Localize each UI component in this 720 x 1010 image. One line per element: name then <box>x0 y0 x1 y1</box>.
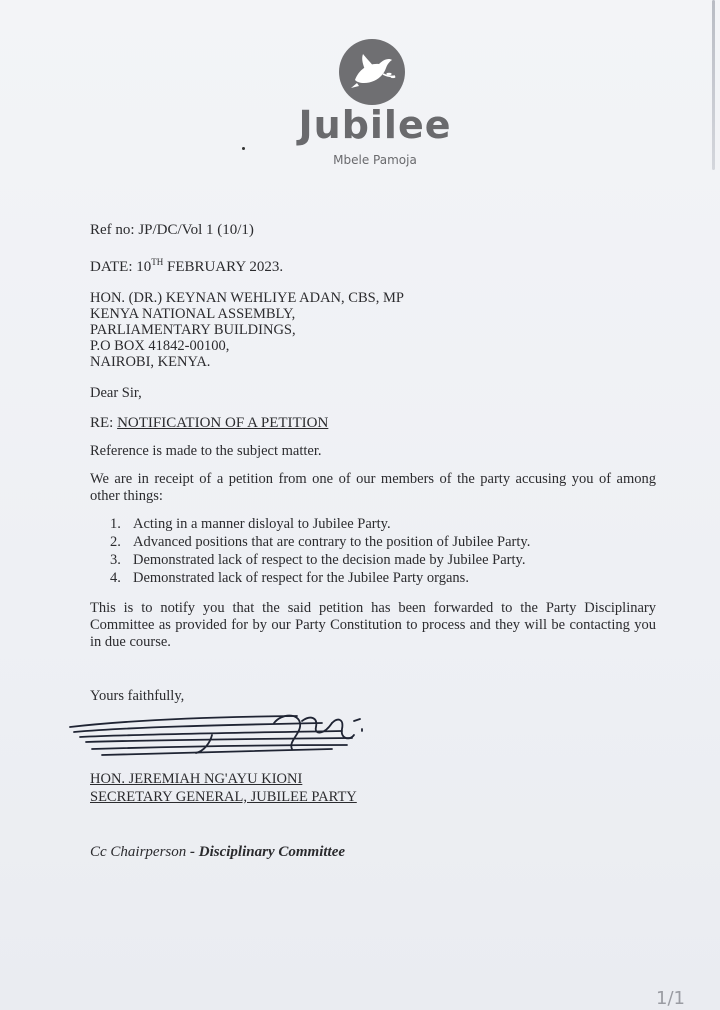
dove-icon <box>339 39 405 105</box>
list-number: 2. <box>110 534 121 550</box>
signatory-title: SECRETARY GENERAL, JUBILEE PARTY <box>90 789 357 805</box>
cc-target: Disciplinary Committee <box>198 844 346 860</box>
address-line: PARLIAMENTARY BUILDINGS, <box>90 322 296 338</box>
ink-dot <box>242 147 245 150</box>
subject-label: RE: <box>90 415 114 431</box>
list-number: 3. <box>110 552 121 568</box>
salutation: Dear Sir, <box>90 385 142 401</box>
list-text: Advanced positions that are contrary to the position of Jubilee Party. <box>133 534 531 550</box>
address-line: KENYA NATIONAL ASSEMBLY, <box>90 306 296 322</box>
accusation-list <box>110 515 530 587</box>
list-text: Demonstrated lack of respect to the decision made by Jubilee Party. <box>133 552 526 568</box>
reference-statement: Reference is made to the subject matter. <box>90 443 322 459</box>
list-text: Acting in a manner disloyal to Jubilee Party. <box>133 516 391 532</box>
signatory-name: HON. JEREMIAH NG'AYU KIONI <box>90 771 303 787</box>
notice-paragraph: This is to notify you that the said petition has been forwarded to the Party Disciplinary Committee as provided for by our Party Constitution to process and they will be contacting you in due course. <box>90 600 656 650</box>
signatory-block <box>90 770 357 806</box>
recipient-address <box>90 290 404 370</box>
list-item <box>110 551 530 569</box>
subject-title: NOTIFICATION OF A PETITION <box>117 415 329 431</box>
address-line: HON. (DR.) KEYNAN WEHLIYE ADAN, CBS, MP <box>90 290 404 306</box>
list-item <box>110 533 530 551</box>
date-superscript: TH <box>151 257 164 267</box>
list-item <box>110 569 530 587</box>
subject-line <box>90 415 328 432</box>
handwritten-signature <box>62 705 372 765</box>
jubilee-logo <box>339 39 405 105</box>
cc-separator: - <box>186 844 199 860</box>
list-text: Demonstrated lack of respect for the Jubilee Party organs. <box>133 570 469 586</box>
brand-tagline: Mbele Pamoja <box>333 153 417 167</box>
brand-name: Jubilee <box>298 103 452 147</box>
address-line: NAIROBI, KENYA. <box>90 354 211 370</box>
address-line: P.O BOX 41842-00100, <box>90 338 230 354</box>
page-indicator: 1/1 <box>656 988 685 1009</box>
carbon-copy-line <box>90 844 345 861</box>
list-number: 4. <box>110 570 121 586</box>
page-edge-divider <box>712 0 715 170</box>
intro-paragraph: We are in receipt of a petition from one of our members of the party accusing you of among other things: <box>90 471 656 504</box>
list-number: 1. <box>110 516 121 532</box>
cc-label: Cc Chairperson <box>90 844 187 860</box>
list-item <box>110 515 530 533</box>
reference-number: Ref no: JP/DC/Vol 1 (10/1) <box>90 222 254 238</box>
closing: Yours faithfully, <box>90 688 185 704</box>
date-prefix: DATE: 10 <box>90 259 152 275</box>
date-suffix: FEBRUARY 2023. <box>163 259 284 275</box>
letter-date <box>90 257 283 276</box>
